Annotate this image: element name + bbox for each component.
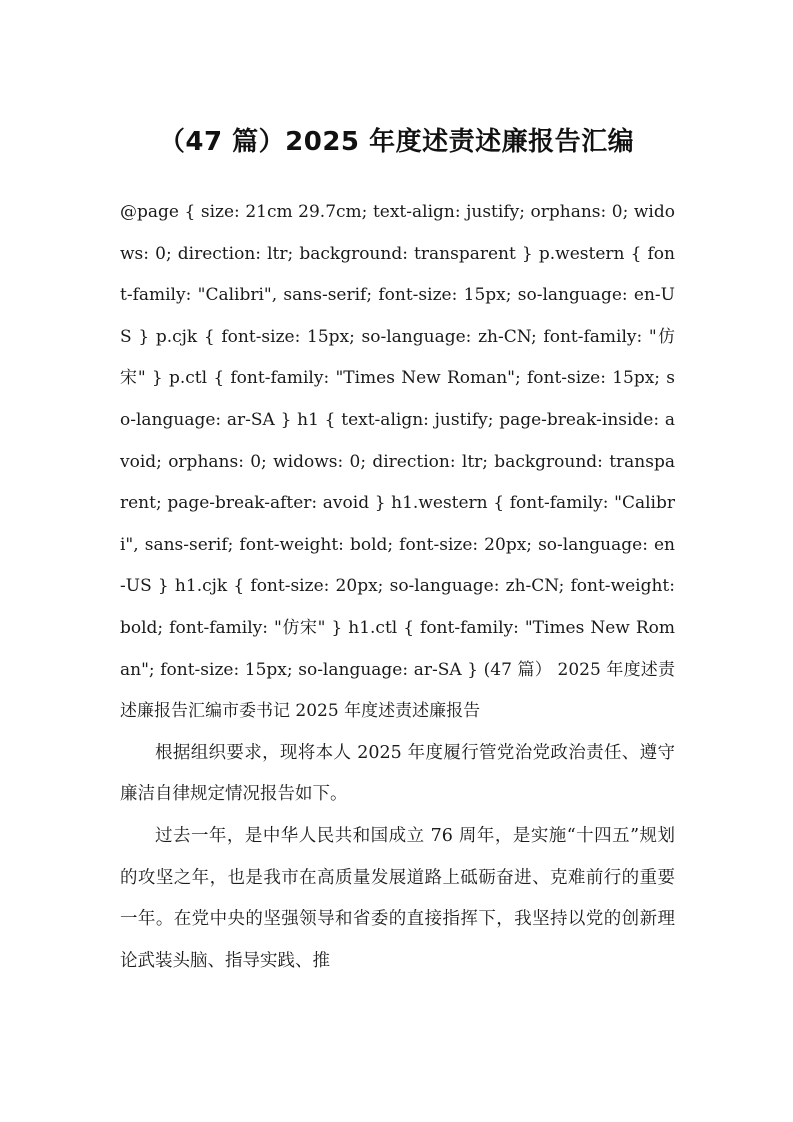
document-title: （47 篇）2025 年度述责述廉报告汇编 <box>158 127 635 157</box>
body-paragraph-review: 过去一年，是中华人民共和国成立 76 周年，是实施“十四五”规划的攻坚之年，也是我市在高质量发展道路上砥砺奋进、克难前行的重要一年。在党中央的坚强领导和省委的直接指挥下，我坚持以党的创新理论武装头脑、指导实践、推 <box>120 825 675 971</box>
body-paragraph-style-dump: @page { size: 21cm 29.7cm; text-align: justify; orphans: 0; widows: 0; direction: ltr; background: transparent } p.western { font-family: "Calibri", sans-serif; font-size: 15px; so-language: en-US } p.cjk { font-size: 15px; so-language: zh-CN; font-family: "仿宋" } p.ctl { font-family: "Times New Roman"; font-size: 15px; so-language: ar-SA } h1 { text-align: justify; page-break-inside: avoid; orphans: 0; widows: 0; direction: ltr; background: transparent; page-break-after: avoid } h1.western { font-family: "Calibri", sans-serif; font-weight: bold; font-size: 20px; so-language: en-US } h1.cjk { font-size: 20px; so-language: zh-CN; font-weight: bold; font-family: "仿宋" } h1.ctl { font-family: "Times New Roman"; font-size: 15px; so-language: ar-SA } (47 篇） 2025 年度述责述廉报告汇编市委书记 2025 年度述责述廉报告 <box>120 202 675 722</box>
document-body <box>120 192 675 982</box>
body-paragraph-intro: 根据组织要求，现将本人 2025 年度履行管党治党政治责任、遵守廉洁自律规定情况报告如下。 <box>120 742 675 805</box>
